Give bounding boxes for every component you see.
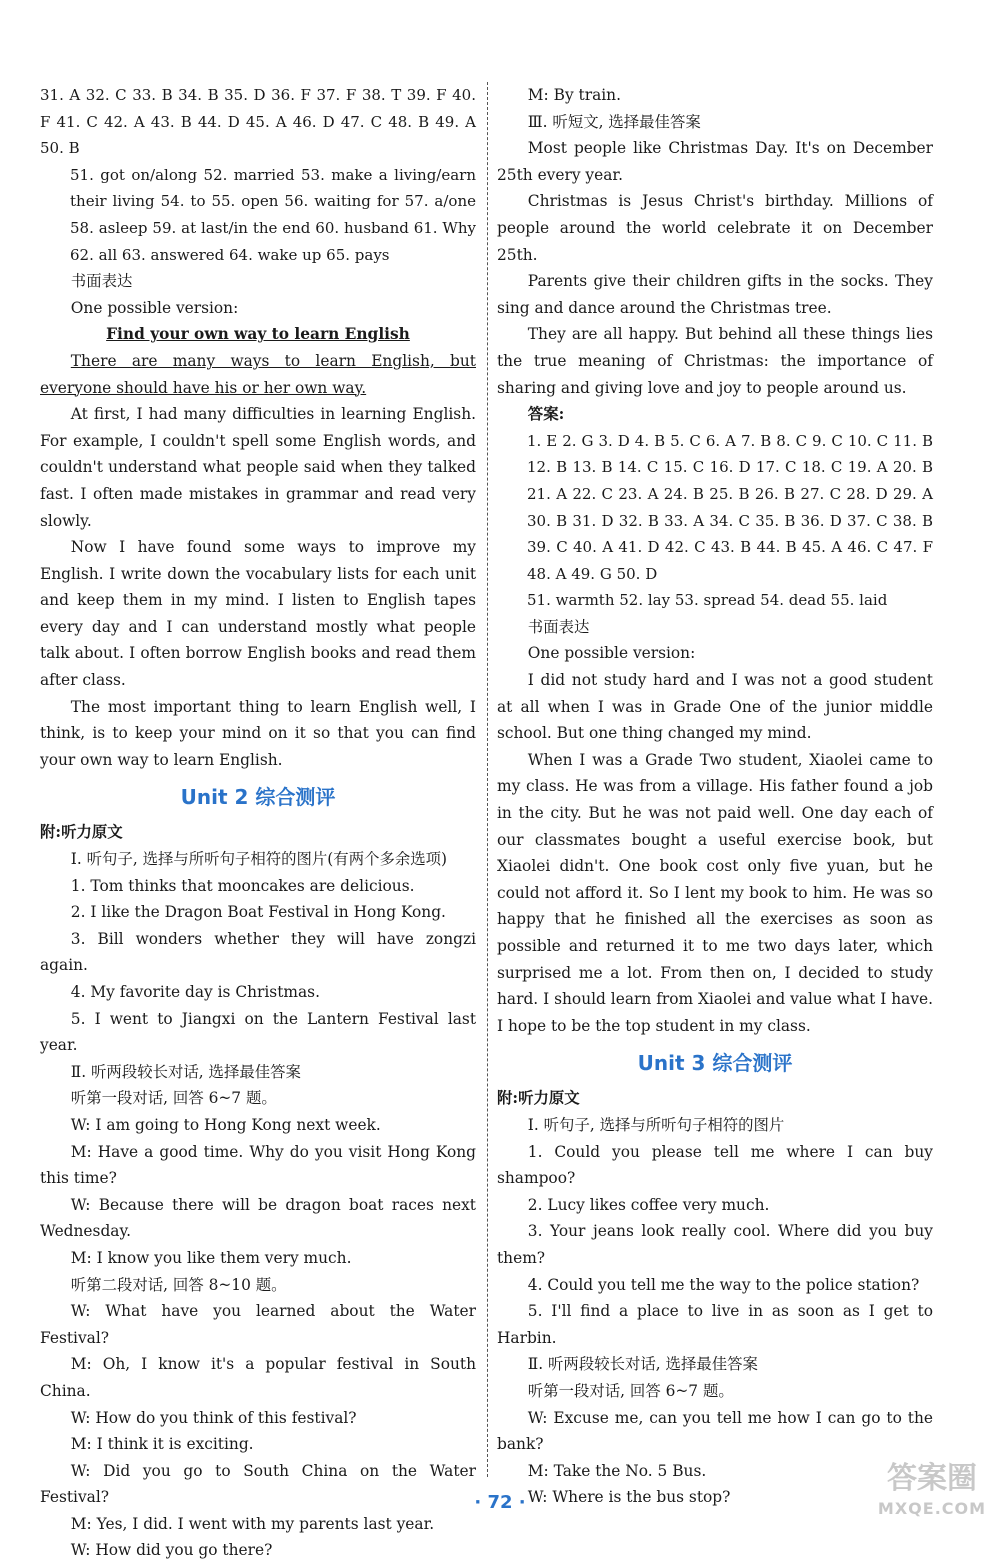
listening-sentence: 2. I like the Dragon Boat Festival in Hong Kong.: [70, 903, 446, 922]
answer-key-31-50: 31. A 32. C 33. B 34. B 35. D 36. F 37. F 38. T 39. F 40. F 41. C 42. A 43. B 44. D 45. A 46. D 47. C 48. B 49. A 50. B: [40, 86, 476, 158]
listening-sentence: 4. My favorite day is Christmas.: [70, 983, 320, 1001]
listening-script-label: 附:听力原文: [497, 1089, 580, 1108]
section-heading: Ⅰ. 听句子, 选择与所听句子相符的图片(有两个多余选项): [70, 850, 448, 869]
answer-key-51-55: 51. warmth 52. lay 53. spread 54. dead 55. laid: [527, 591, 888, 610]
answer-label: 答案:: [527, 405, 565, 424]
dialogue-line: M: By train.: [527, 86, 621, 104]
dialogue-line: W: Did you go to South China on the Water Festival?: [40, 1461, 476, 1507]
listening-sentence: 5. I went to Jiangxi on the Lantern Festival last year.: [40, 1009, 476, 1055]
essay-paragraph: When I was a Grade Two student, Xiaolei came to my class. He was from a village. His father found a job in the city. But he was not paid well. One day each of our classmates bought a useful exercise book, but Xiaolei didn't. One book cost only five yuan, but he could not afford it. So I lent my book to him. He was so happy that he finished all the exercises as soon as possible and returned it to me two days later, which surprised me a lot. From then on, I decided to study hard. I should learn from Xiaolei and value what I have. I hope to be the top student in my class.: [497, 750, 933, 1035]
passage-paragraph: They are all happy. But behind all these things lies the true meaning of Christmas: the importance of sharing and giving love and joy to people around us.: [497, 325, 933, 397]
essay-title: Find your own way to learn English: [106, 325, 410, 344]
essay-paragraph: I did not study hard and I was not a good student at all when I was in Grade One of the junior middle school. But one thing changed my mind.: [497, 671, 933, 743]
watermark-logo: [872, 1459, 992, 1529]
section-heading: Ⅰ. 听句子, 选择与所听句子相符的图片: [527, 1115, 785, 1134]
version-label: One possible version:: [70, 298, 239, 317]
dialogue-line: W: Excuse me, can you tell me how I can go to the bank?: [497, 1408, 933, 1454]
watermark-text: 答案圈: [887, 1461, 977, 1496]
unit-3-heading: Unit 3 综合测评: [637, 1051, 793, 1076]
dialogue-line: W: I am going to Hong Kong next week.: [70, 1115, 381, 1134]
column-divider: [487, 82, 488, 1477]
dialogue-line: W: What have you learned about the Water Festival?: [40, 1302, 476, 1347]
dialogue-line: M: I know you like them very much.: [70, 1248, 352, 1267]
listening-script-label: 附:听力原文: [40, 823, 123, 842]
listening-sentence: 3. Your jeans look really cool. Where did you buy them?: [497, 1222, 933, 1267]
section-heading: Ⅱ. 听两段较长对话, 选择最佳答案: [70, 1062, 301, 1081]
section-heading: Ⅱ. 听两段较长对话, 选择最佳答案: [527, 1355, 758, 1374]
listening-sentence: 4. Could you tell me the way to the police station?: [527, 1275, 920, 1294]
answer-key-1-50: 1. E 2. G 3. D 4. B 5. C 6. A 7. B 8. C 9. C 10. C 11. B 12. B 13. B 14. C 15. C 16. D 17. C 18. C 19. A 20. B 21. A 22. C 23. A 24. B 25. B 26. B 27. C 28. D 29. A 30. B 31. D 32. B 33. A 34. C 35. B 36. D 37. C 38. B 39. C 40. A 41. D 42. C 43. B 44. B 45. A 46. C 47. F 48. A 49. G 50. D: [527, 431, 933, 583]
passage-paragraph: Christmas is Jesus Christ's birthday. Millions of people around the world celebrate it on December 25th.: [497, 192, 933, 264]
dialogue-line: W: How do you think of this festival?: [70, 1408, 357, 1427]
page-number: · 72 ·: [474, 1492, 526, 1513]
dialogue-intro: 听第二段对话, 回答 8~10 题。: [70, 1275, 287, 1294]
dialogue-line: M: Have a good time. Why do you visit Hong Kong this time?: [40, 1142, 476, 1188]
version-label: One possible version:: [527, 644, 696, 663]
essay-paragraph: At first, I had many difficulties in learning English. For example, I couldn't spell some English words, and couldn't understand what people said when they talked fast. I often made mistakes in grammar and read very slowly.: [40, 405, 476, 530]
writing-label: 书面表达: [527, 617, 590, 636]
dialogue-line: M: I think it is exciting.: [70, 1435, 254, 1454]
watermark-url: MXQE.COM: [877, 1499, 987, 1518]
dialogue-intro: 听第一段对话, 回答 6~7 题。: [527, 1381, 734, 1400]
passage-paragraph: Most people like Christmas Day. It's on December 25th every year.: [497, 139, 933, 184]
section-heading: Ⅲ. 听短文, 选择最佳答案: [527, 112, 701, 131]
passage-paragraph: Parents give their children gifts in the socks. They sing and dance around the Christmas tree.: [497, 272, 933, 317]
dialogue-line: M: Yes, I did. I went with my parents last year.: [70, 1514, 435, 1533]
dialogue-line: M: Take the No. 5 Bus.: [527, 1461, 707, 1480]
answer-key-51-65: 51. got on/along 52. married 53. make a living/earn their living 54. to 55. open 56. waiting for 57. a/one 58. asleep 59. at last/in the end 60. husband 61. Why 62. all 63. answered 64. wake up 65. pays: [70, 165, 476, 264]
listening-sentence: 2. Lucy likes coffee very much.: [527, 1195, 770, 1214]
essay-paragraph: The most important thing to learn English well, I think, is to keep your mind on it so that you can find your own way to learn English.: [40, 697, 476, 769]
listening-sentence: 5. I'll find a place to live in as soon as I get to Harbin.: [497, 1302, 933, 1347]
right-column: [497, 82, 933, 1511]
writing-label: 书面表达: [70, 272, 133, 291]
dialogue-intro: 听第一段对话, 回答 6~7 题。: [70, 1089, 277, 1108]
essay-paragraph: There are many ways to learn English, but everyone should have his or her own way.: [40, 351, 476, 397]
listening-sentence: 3. Bill wonders whether they will have zongzi again.: [40, 929, 476, 975]
essay-paragraph: Now I have found some ways to improve my English. I write down the vocabulary lists for each unit and keep them in my mind. I listen to English tapes every day and I can understand mostly what people talk about. I often borrow English books and read them after class.: [40, 538, 476, 690]
listening-sentence: 1. Tom thinks that mooncakes are delicious.: [70, 876, 415, 895]
unit-2-heading: Unit 2 综合测评: [180, 785, 336, 810]
dialogue-line: M: Oh, I know it's a popular festival in South China.: [40, 1355, 476, 1400]
dialogue-line: W: Where is the bus stop?: [527, 1488, 731, 1507]
dialogue-line: W: How did you go there?: [70, 1541, 273, 1560]
listening-sentence: 1. Could you please tell me where I can buy shampoo?: [497, 1142, 933, 1188]
left-column: [40, 82, 476, 1564]
dialogue-line: W: Because there will be dragon boat races next Wednesday.: [40, 1195, 476, 1241]
